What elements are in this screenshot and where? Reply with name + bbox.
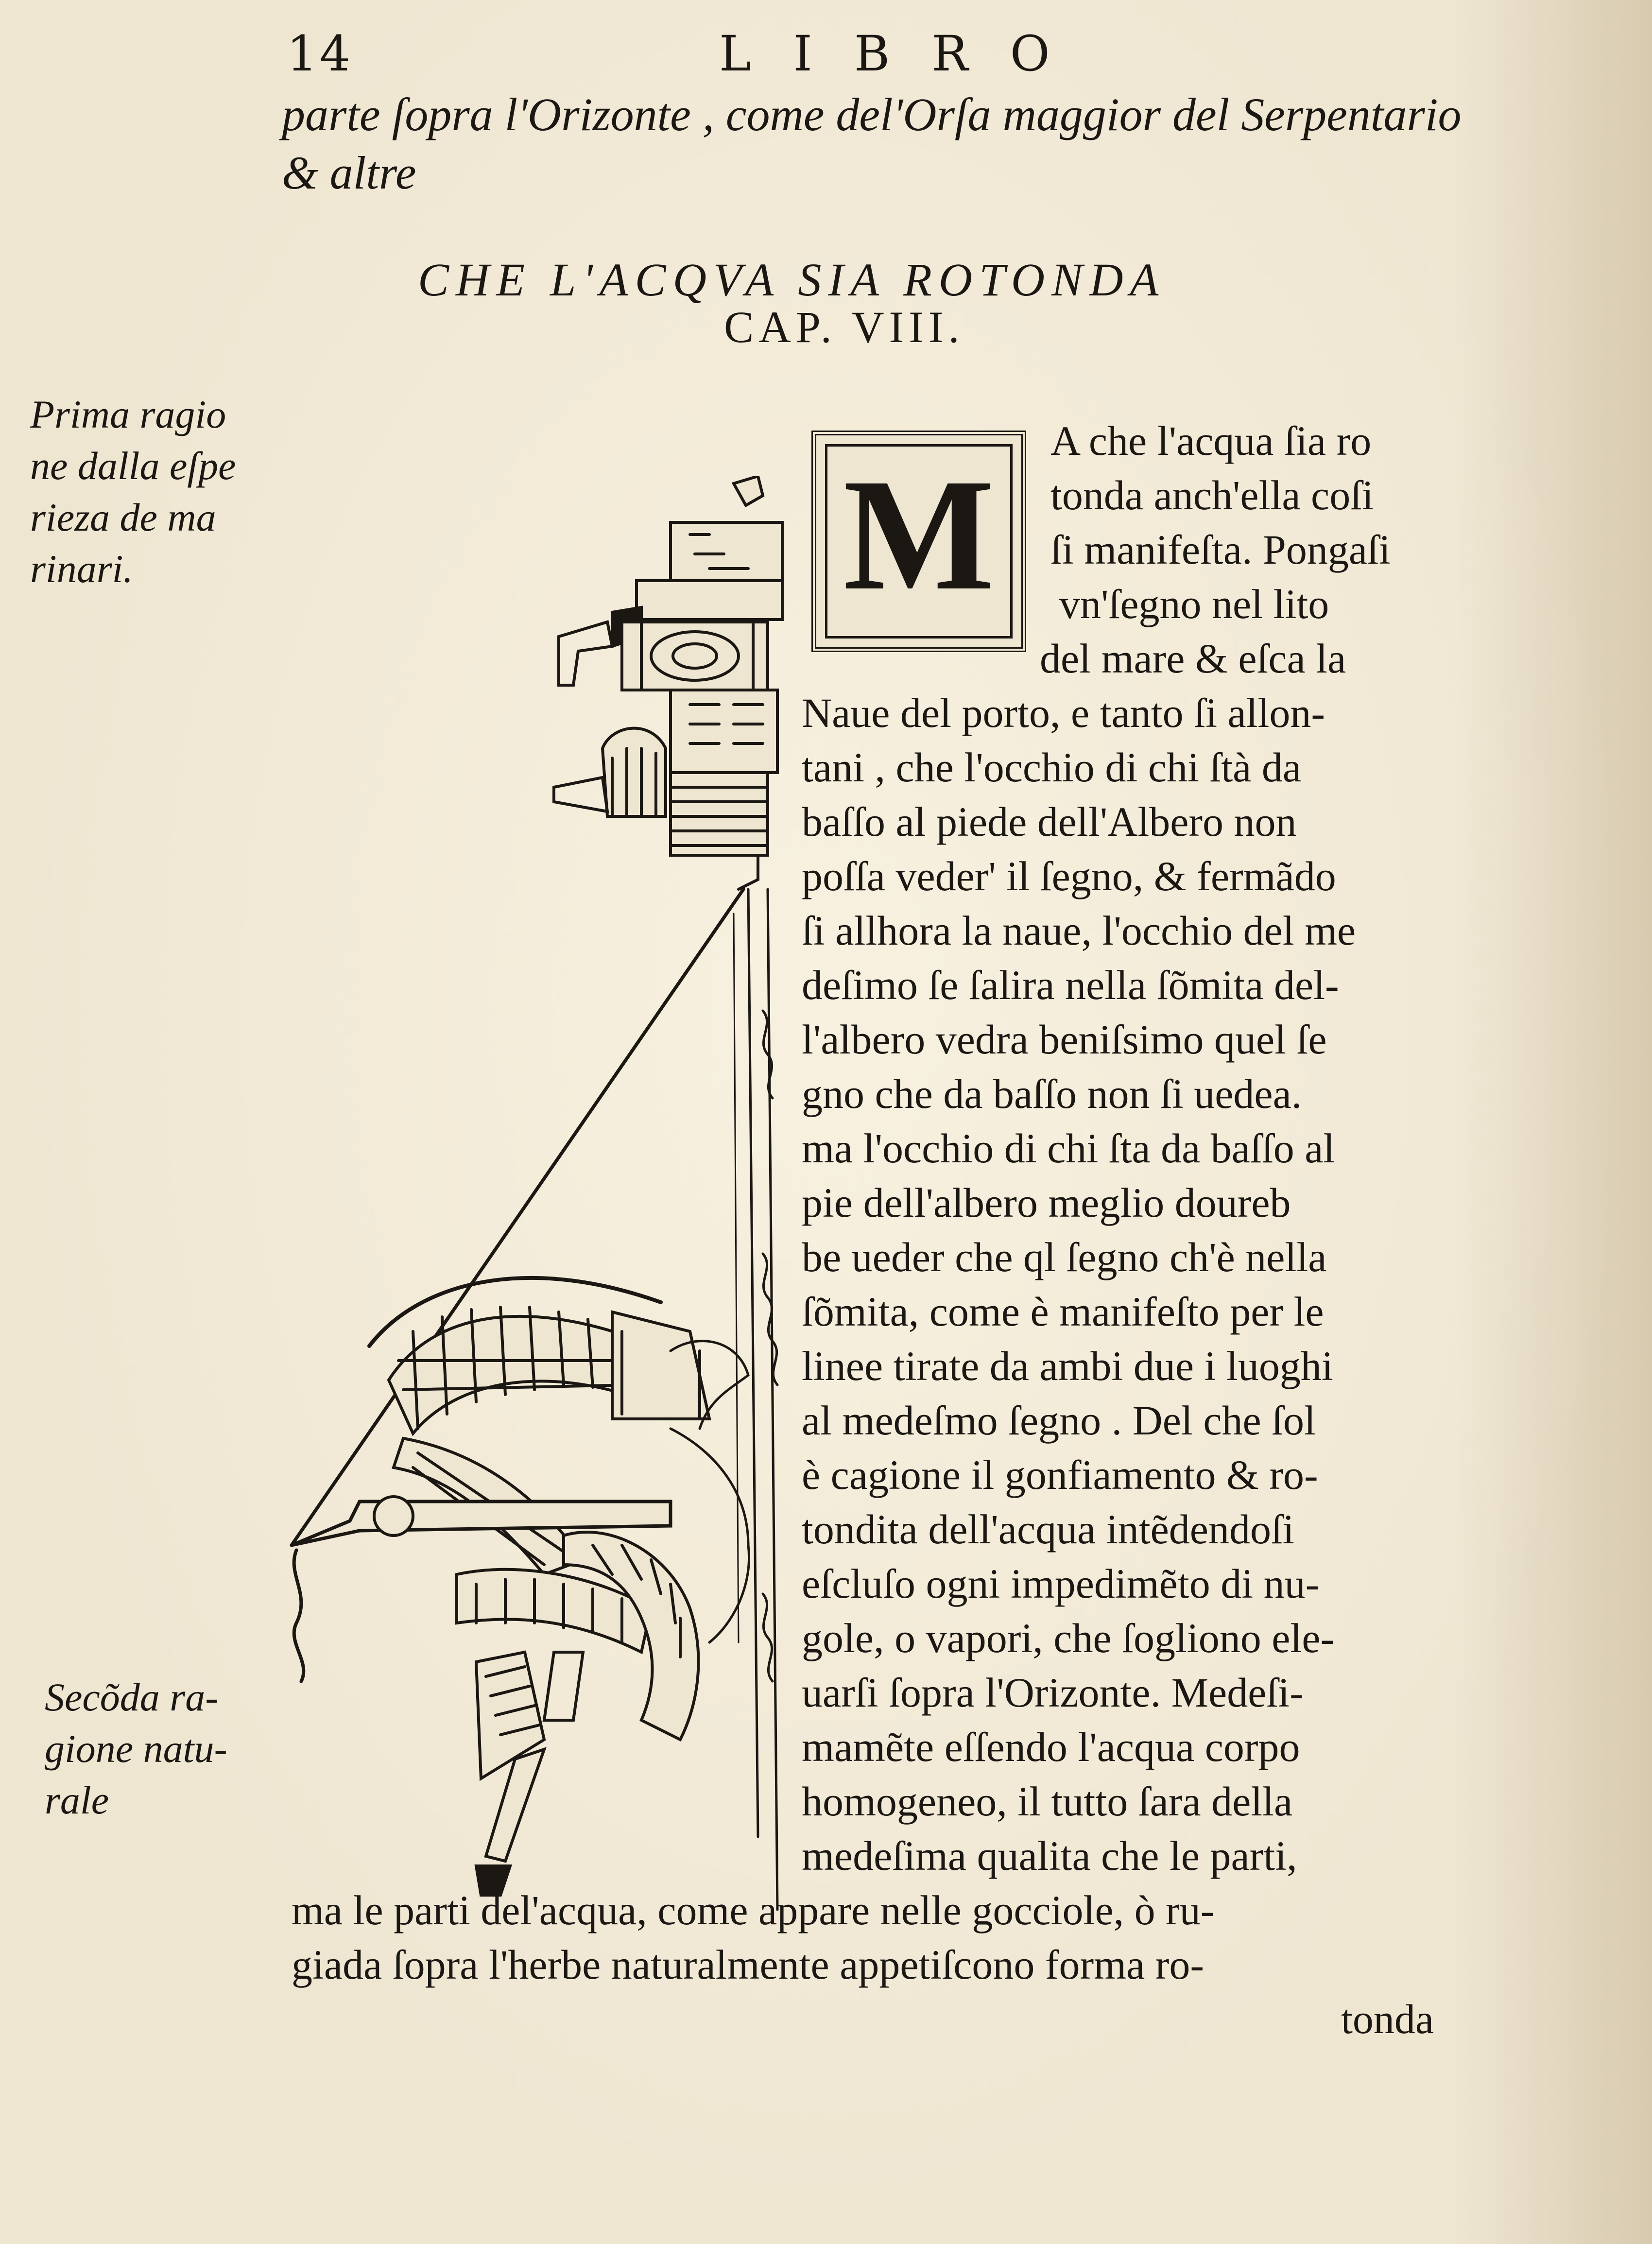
body-line: eſcluſo ogni impedimẽto di nu- — [802, 1560, 1320, 1607]
body-line: ma l'occhio di chi ſta da baſſo al — [802, 1125, 1335, 1172]
body-line: giada ſopra l'herbe naturalmente appetiſcono forma ro- — [292, 1941, 1205, 1988]
chapter-title: CHE L'ACQVA SIA ROTONDA — [418, 254, 1166, 306]
running-head: LIBRO — [719, 25, 1092, 82]
margin-note-1 — [30, 389, 236, 595]
body-line: medeſima qualita che le parti, — [802, 1832, 1297, 1879]
margin-note-line: rieza de ma — [30, 495, 216, 539]
body-line: pie dell'albero meglio doureb — [802, 1179, 1291, 1226]
chapter-number: CAP. VIII. — [724, 302, 964, 352]
decorated-initial — [811, 431, 1026, 652]
margin-note-line: gione natu- — [45, 1726, 227, 1771]
body-line: linee tirate da ambi due i luoghi — [802, 1343, 1333, 1389]
margin-note-line: Prima ragio — [30, 392, 226, 436]
page-number: 14 — [287, 25, 353, 82]
body-line: deſimo ſe ſalira nella ſõmita del- — [802, 962, 1339, 1008]
continuation-line-1: parte ſopra l'Orizonte , come del'Orſa maggior del Serpentario — [282, 88, 1462, 140]
body-line: vn'ſegno nel lito — [1059, 581, 1329, 627]
ship-illustration — [292, 1278, 749, 1895]
body-line: Naue del porto, e tanto ſi allon- — [802, 690, 1325, 736]
margin-note-line: ne dalla eſpe — [30, 444, 236, 488]
body-line: tonda — [1341, 1996, 1434, 2042]
body-line: ſõmita, come è manifeſto per le — [802, 1288, 1324, 1335]
body-line: uarſi ſopra l'Orizonte. Medeſi- — [802, 1669, 1304, 1716]
margin-note-line: rale — [45, 1778, 109, 1822]
body-line: A che l'acqua ſia ro — [1050, 417, 1372, 464]
margin-note-line: Secõda ra- — [45, 1675, 219, 1719]
margin-note-2 — [45, 1672, 227, 1826]
body-line: tondita dell'acqua intẽdendoſi — [802, 1506, 1294, 1553]
body-line: baſſo al piede dell'Albero non — [802, 798, 1297, 845]
body-line: tani , che l'occhio di chi ſtà da — [802, 744, 1302, 791]
body-line: al medeſmo ſegno . Del che ſol — [802, 1397, 1316, 1444]
tower-illustration — [554, 476, 782, 889]
woodcut-illustration — [272, 476, 797, 1934]
body-line: gno che da baſſo non ſi uedea. — [802, 1070, 1302, 1117]
margin-note-line: rinari. — [30, 547, 133, 591]
body-line: gole, o vapori, che ſogliono ele- — [802, 1615, 1335, 1661]
body-line: tonda anch'ella coſi — [1050, 472, 1374, 518]
body-line: ma le parti del'acqua, come appare nelle gocciole, ò ru- — [292, 1887, 1215, 1933]
body-line: be ueder che ql ſegno ch'è nella — [802, 1234, 1327, 1280]
body-line: mamẽte eſſendo l'acqua corpo — [802, 1724, 1300, 1770]
continuation-line-2: & altre — [282, 147, 416, 199]
body-line: poſſa veder' il ſegno, & fermãdo — [802, 853, 1336, 899]
body-line: è cagione il gonfiamento & ro- — [802, 1451, 1318, 1498]
body-line: ſi manifeſta. Pongaſi — [1050, 526, 1391, 573]
body-line: del mare & eſca la — [1040, 635, 1346, 682]
body-line: l'albero vedra beniſsimo quel ſe — [802, 1016, 1327, 1063]
body-line: homogeneo, il tutto ſara della — [802, 1778, 1293, 1825]
body-line: ſi allhora la naue, l'occhio del me — [802, 907, 1356, 954]
initial-letter: M — [843, 446, 995, 623]
